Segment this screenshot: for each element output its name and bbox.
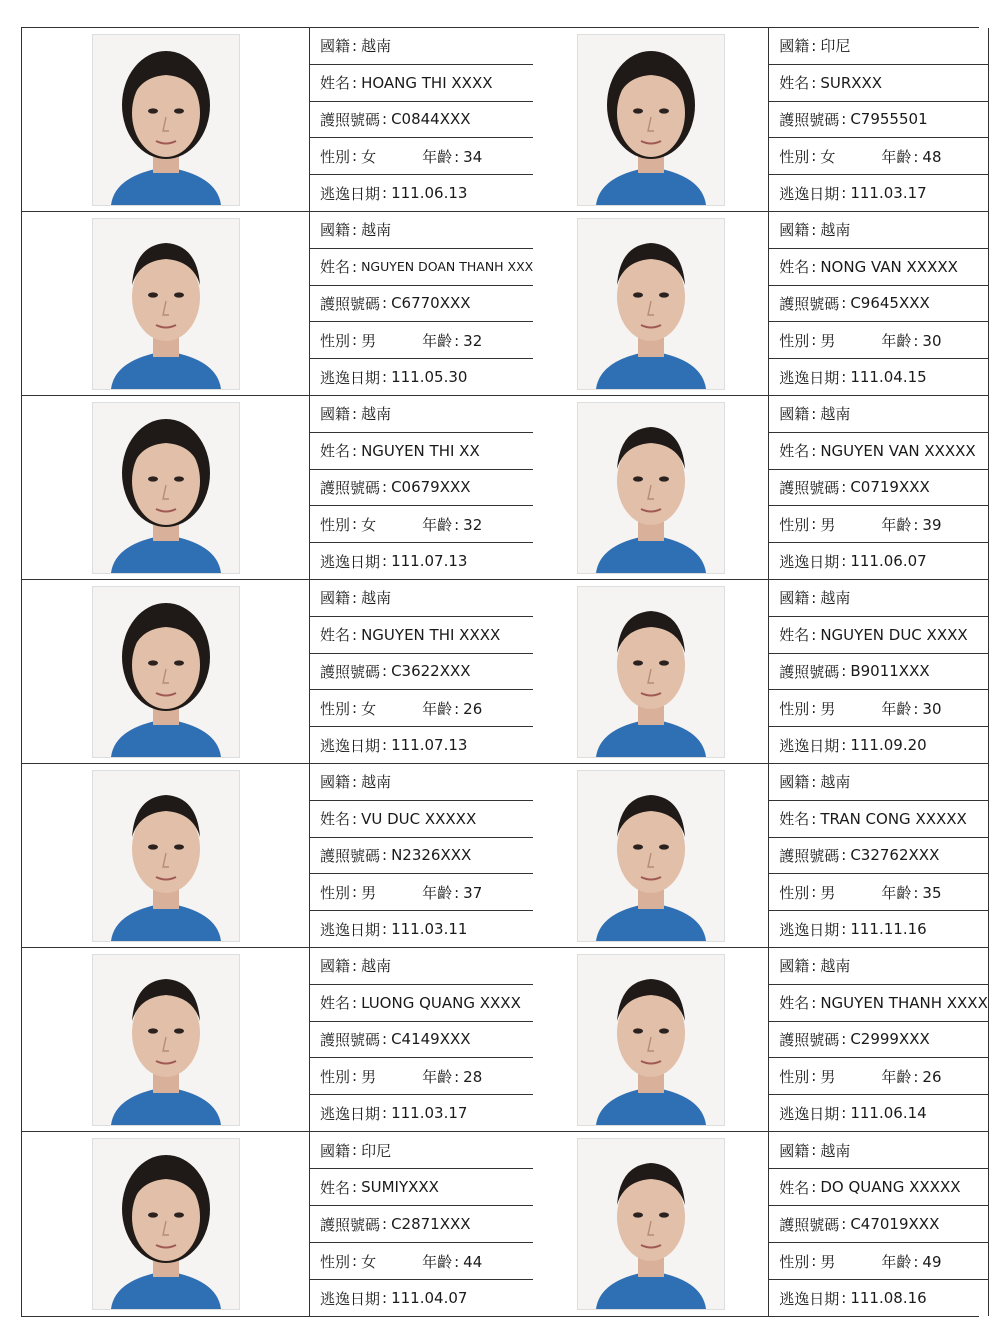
escape-date-label: 逃逸日期 bbox=[779, 1289, 840, 1308]
name-label: 姓名 bbox=[779, 1178, 810, 1197]
photo-area bbox=[533, 396, 769, 579]
age-value: 26 bbox=[922, 1067, 942, 1086]
photo-area bbox=[533, 212, 769, 395]
age-label: 年齡 bbox=[881, 1252, 912, 1271]
gender-age-field: 性別 : 男 年齡 : 39 bbox=[769, 506, 988, 543]
record-card bbox=[21, 396, 533, 580]
gender-age-field: 性別 : 男 年齡 : 35 bbox=[769, 874, 988, 911]
escape-date-field: 逃逸日期 : 111.03.17 bbox=[779, 184, 927, 203]
escape-date-label: 逃逸日期 bbox=[320, 1289, 381, 1308]
passport-label: 護照號碼 bbox=[320, 662, 381, 681]
name-value: SURXXX bbox=[820, 73, 883, 92]
nationality-value: 印尼 bbox=[820, 37, 851, 56]
passport-field: 護照號碼 : C2999XXX bbox=[769, 1022, 988, 1059]
name-label: 姓名 bbox=[779, 810, 810, 829]
portrait-photo bbox=[93, 587, 239, 757]
record-fields bbox=[769, 28, 988, 211]
name-field: 姓名 : SUMIYXXX bbox=[310, 1169, 533, 1206]
age-label: 年齡 bbox=[422, 331, 453, 350]
nationality-value: 越南 bbox=[361, 405, 392, 424]
passport-field: 護照號碼 : C47019XXX bbox=[769, 1206, 988, 1243]
name-value: NGUYEN DOAN THANH XXX bbox=[361, 259, 534, 275]
escape-date-label: 逃逸日期 bbox=[779, 368, 840, 387]
nationality-label: 國籍 bbox=[320, 37, 351, 56]
record-card bbox=[533, 396, 989, 580]
passport-field: 護照號碼 : C0719XXX bbox=[769, 470, 988, 507]
escape-date-value: 111.07.13 bbox=[391, 736, 468, 755]
gender-label: 性別 bbox=[779, 699, 810, 718]
age-value: 39 bbox=[922, 515, 942, 534]
record-fields bbox=[310, 28, 533, 211]
record-fields bbox=[769, 764, 988, 947]
escape-date-field: 逃逸日期 : 111.06.13 bbox=[320, 184, 468, 203]
name-field: 姓名 : HOANG THI XXXX bbox=[310, 65, 533, 102]
record-fields bbox=[769, 212, 988, 395]
gender-age-field: 性別 : 男 年齡 : 30 bbox=[769, 322, 988, 359]
age-value: 44 bbox=[463, 1252, 483, 1271]
gender-label: 性別 bbox=[320, 1252, 351, 1271]
age-value: 30 bbox=[922, 331, 942, 350]
age-label: 年齡 bbox=[422, 147, 453, 166]
escape-date-value: 111.04.07 bbox=[391, 1289, 468, 1307]
name-field: 姓名 : LUONG QUANG XXXX bbox=[310, 985, 533, 1022]
name-value: HOANG THI XXXX bbox=[361, 73, 493, 92]
name-field: 姓名 : NGUYEN DUC XXXX bbox=[769, 617, 988, 654]
portrait-photo bbox=[578, 219, 724, 389]
age-label: 年齡 bbox=[881, 331, 912, 350]
name-field: 姓名 : VU DUC XXXXX bbox=[310, 801, 533, 838]
record-fields bbox=[769, 396, 988, 579]
gender-label: 性別 bbox=[320, 331, 351, 350]
name-label: 姓名 bbox=[320, 810, 351, 829]
escape-date-value: 111.06.13 bbox=[391, 184, 468, 203]
portrait-photo bbox=[93, 219, 239, 389]
passport-field: 護照號碼 : C6770XXX bbox=[310, 286, 533, 323]
passport-value: C9645XXX bbox=[850, 294, 930, 313]
age-value: 37 bbox=[463, 883, 483, 902]
photo-area bbox=[22, 28, 310, 211]
nationality-value: 越南 bbox=[820, 405, 851, 424]
age-label: 年齡 bbox=[881, 1067, 912, 1086]
passport-field: 護照號碼 : C2871XXX bbox=[310, 1206, 533, 1243]
name-value: NONG VAN XXXXX bbox=[820, 257, 958, 276]
gender-age-field: 性別 : 男 年齡 : 30 bbox=[769, 690, 988, 727]
escape-date-field: 逃逸日期 : 111.03.17 bbox=[320, 1104, 468, 1123]
portrait-photo bbox=[578, 35, 724, 205]
passport-field: 護照號碼 : C4149XXX bbox=[310, 1022, 533, 1059]
passport-value: C47019XXX bbox=[850, 1215, 940, 1233]
passport-label: 護照號碼 bbox=[779, 662, 840, 681]
name-value: NGUYEN THI XX bbox=[361, 441, 480, 460]
passport-value: C4149XXX bbox=[391, 1030, 471, 1049]
nationality-value: 越南 bbox=[820, 221, 851, 240]
passport-value: N2326XXX bbox=[391, 846, 472, 865]
nationality-field: 國籍 : 印尼 bbox=[769, 28, 988, 65]
escape-date-value: 111.07.13 bbox=[391, 552, 468, 571]
gender-label: 性別 bbox=[320, 699, 351, 718]
record-fields bbox=[310, 396, 533, 579]
age-label: 年齡 bbox=[422, 699, 453, 718]
escape-date-label: 逃逸日期 bbox=[320, 368, 381, 387]
nationality-field: 國籍 : 越南 bbox=[310, 396, 533, 433]
name-field: 姓名 : NGUYEN VAN XXXXX bbox=[769, 433, 988, 470]
record-fields bbox=[769, 1132, 988, 1316]
nationality-label: 國籍 bbox=[320, 589, 351, 608]
gender-value: 女 bbox=[361, 515, 377, 534]
escape-date-value: 111.11.16 bbox=[850, 920, 927, 939]
gender-value: 男 bbox=[820, 515, 836, 534]
gender-age-field: 性別 : 男 年齡 : 28 bbox=[310, 1058, 533, 1095]
portrait-photo bbox=[578, 1139, 724, 1309]
age-label: 年齡 bbox=[422, 1252, 453, 1271]
name-label: 姓名 bbox=[320, 74, 351, 93]
passport-value: B9011XXX bbox=[850, 662, 930, 681]
nationality-label: 國籍 bbox=[779, 37, 810, 56]
name-value: VU DUC XXXXX bbox=[361, 809, 477, 828]
photo-area bbox=[533, 948, 769, 1131]
escape-date-label: 逃逸日期 bbox=[320, 736, 381, 755]
record-card bbox=[533, 764, 989, 948]
gender-age-field: 性別 : 女 年齡 : 32 bbox=[310, 506, 533, 543]
gender-label: 性別 bbox=[320, 883, 351, 902]
nationality-label: 國籍 bbox=[779, 1141, 810, 1160]
nationality-field: 國籍 : 越南 bbox=[769, 580, 988, 617]
name-value: NGUYEN DUC XXXX bbox=[820, 625, 968, 644]
nationality-field: 國籍 : 越南 bbox=[769, 212, 988, 249]
name-value: NGUYEN THI XXXX bbox=[361, 625, 501, 644]
record-fields bbox=[769, 948, 988, 1131]
nationality-label: 國籍 bbox=[320, 221, 351, 240]
passport-label: 護照號碼 bbox=[320, 294, 381, 313]
portrait-photo bbox=[93, 35, 239, 205]
passport-field: 護照號碼 : C7955501 bbox=[769, 102, 988, 139]
gender-value: 女 bbox=[361, 1252, 377, 1271]
nationality-field: 國籍 : 越南 bbox=[769, 764, 988, 801]
age-value: 28 bbox=[463, 1067, 483, 1086]
record-card bbox=[21, 28, 533, 212]
nationality-label: 國籍 bbox=[779, 773, 810, 792]
nationality-field: 國籍 : 越南 bbox=[769, 396, 988, 433]
nationality-label: 國籍 bbox=[320, 405, 351, 424]
nationality-value: 越南 bbox=[820, 1141, 851, 1160]
photo-area bbox=[22, 764, 310, 947]
gender-value: 男 bbox=[820, 1252, 836, 1271]
photo-area bbox=[533, 764, 769, 947]
name-label: 姓名 bbox=[320, 1178, 351, 1197]
nationality-value: 越南 bbox=[361, 957, 392, 976]
name-value: LUONG QUANG XXXX bbox=[361, 993, 521, 1012]
portrait-photo bbox=[578, 587, 724, 757]
gender-value: 女 bbox=[361, 699, 377, 718]
age-label: 年齡 bbox=[422, 515, 453, 534]
record-fields bbox=[310, 580, 533, 763]
nationality-label: 國籍 bbox=[779, 221, 810, 240]
portrait-photo bbox=[93, 771, 239, 941]
nationality-field: 國籍 : 越南 bbox=[769, 948, 988, 985]
escape-date-field: 逃逸日期 : 111.05.30 bbox=[320, 368, 468, 387]
name-label: 姓名 bbox=[320, 626, 351, 645]
gender-value: 男 bbox=[820, 331, 836, 350]
photo-area bbox=[533, 28, 769, 211]
age-value: 48 bbox=[922, 147, 942, 166]
nationality-value: 越南 bbox=[361, 221, 392, 240]
passport-value: C3622XXX bbox=[391, 662, 471, 681]
gender-value: 男 bbox=[361, 331, 377, 350]
photo-area bbox=[533, 580, 769, 763]
portrait-photo bbox=[93, 955, 239, 1125]
passport-label: 護照號碼 bbox=[320, 1215, 381, 1234]
gender-label: 性別 bbox=[320, 1067, 351, 1086]
passport-field: 護照號碼 : C0844XXX bbox=[310, 102, 533, 139]
gender-age-field: 性別 : 女 年齡 : 44 bbox=[310, 1243, 533, 1280]
record-card bbox=[21, 1132, 533, 1316]
name-label: 姓名 bbox=[320, 994, 351, 1013]
gender-label: 性別 bbox=[779, 1252, 810, 1271]
worker-record-sheet bbox=[21, 27, 988, 1317]
escape-date-value: 111.08.16 bbox=[850, 1289, 927, 1307]
passport-field: 護照號碼 : C32762XXX bbox=[769, 838, 988, 875]
age-label: 年齡 bbox=[422, 883, 453, 902]
gender-label: 性別 bbox=[779, 331, 810, 350]
escape-date-value: 111.04.15 bbox=[850, 368, 927, 387]
nationality-field: 國籍 : 越南 bbox=[310, 948, 533, 985]
passport-value: C2871XXX bbox=[391, 1215, 471, 1233]
passport-label: 護照號碼 bbox=[320, 110, 381, 129]
portrait-photo bbox=[578, 771, 724, 941]
name-label: 姓名 bbox=[779, 74, 810, 93]
age-label: 年齡 bbox=[881, 515, 912, 534]
escape-date-label: 逃逸日期 bbox=[320, 552, 381, 571]
passport-label: 護照號碼 bbox=[320, 846, 381, 865]
passport-label: 護照號碼 bbox=[779, 294, 840, 313]
passport-value: C0679XXX bbox=[391, 478, 471, 497]
gender-value: 男 bbox=[361, 1067, 377, 1086]
name-field: 姓名 : DO QUANG XXXXX bbox=[769, 1169, 988, 1206]
gender-value: 男 bbox=[820, 1067, 836, 1086]
record-fields bbox=[310, 764, 533, 947]
escape-date-field: 逃逸日期 : 111.07.13 bbox=[320, 552, 468, 571]
nationality-label: 國籍 bbox=[320, 1141, 351, 1160]
nationality-field: 國籍 : 印尼 bbox=[310, 1132, 533, 1169]
name-value: SUMIYXXX bbox=[361, 1178, 439, 1196]
age-value: 26 bbox=[463, 699, 483, 718]
photo-area bbox=[22, 948, 310, 1131]
age-value: 49 bbox=[922, 1252, 942, 1271]
gender-age-field: 性別 : 男 年齡 : 32 bbox=[310, 322, 533, 359]
escape-date-value: 111.03.17 bbox=[850, 184, 927, 203]
passport-label: 護照號碼 bbox=[779, 110, 840, 129]
escape-date-value: 111.09.20 bbox=[850, 736, 927, 755]
name-value: NGUYEN VAN XXXXX bbox=[820, 441, 976, 460]
record-card bbox=[533, 212, 989, 396]
portrait-photo bbox=[93, 403, 239, 573]
escape-date-field: 逃逸日期 : 111.04.15 bbox=[779, 368, 927, 387]
escape-date-field: 逃逸日期 : 111.06.07 bbox=[779, 552, 927, 571]
gender-value: 女 bbox=[820, 147, 836, 166]
photo-area bbox=[22, 580, 310, 763]
record-card bbox=[533, 580, 989, 764]
escape-date-label: 逃逸日期 bbox=[779, 184, 840, 203]
nationality-value: 越南 bbox=[820, 589, 851, 608]
gender-value: 男 bbox=[820, 699, 836, 718]
gender-label: 性別 bbox=[320, 515, 351, 534]
escape-date-label: 逃逸日期 bbox=[320, 1104, 381, 1123]
passport-field: 護照號碼 : B9011XXX bbox=[769, 654, 988, 691]
age-value: 32 bbox=[463, 331, 483, 350]
nationality-label: 國籍 bbox=[779, 589, 810, 608]
gender-value: 女 bbox=[361, 147, 377, 166]
passport-value: C2999XXX bbox=[850, 1030, 930, 1049]
name-label: 姓名 bbox=[779, 626, 810, 645]
passport-label: 護照號碼 bbox=[779, 846, 840, 865]
name-label: 姓名 bbox=[779, 258, 810, 277]
portrait-photo bbox=[578, 403, 724, 573]
record-card bbox=[533, 948, 989, 1132]
age-value: 32 bbox=[463, 515, 483, 534]
age-label: 年齡 bbox=[881, 147, 912, 166]
passport-field: 護照號碼 : C9645XXX bbox=[769, 286, 988, 323]
passport-value: C7955501 bbox=[850, 110, 928, 129]
escape-date-field: 逃逸日期 : 111.11.16 bbox=[779, 920, 927, 939]
gender-label: 性別 bbox=[779, 147, 810, 166]
passport-label: 護照號碼 bbox=[779, 1030, 840, 1049]
photo-area bbox=[533, 1132, 769, 1316]
age-value: 35 bbox=[922, 883, 942, 902]
gender-value: 男 bbox=[361, 883, 377, 902]
gender-age-field: 性別 : 女 年齡 : 34 bbox=[310, 138, 533, 175]
escape-date-field: 逃逸日期 : 111.08.16 bbox=[779, 1289, 927, 1308]
gender-age-field: 性別 : 女 年齡 : 48 bbox=[769, 138, 988, 175]
passport-field: 護照號碼 : C0679XXX bbox=[310, 470, 533, 507]
escape-date-label: 逃逸日期 bbox=[779, 552, 840, 571]
passport-value: C0719XXX bbox=[850, 478, 930, 497]
escape-date-field: 逃逸日期 : 111.03.11 bbox=[320, 920, 468, 939]
age-label: 年齡 bbox=[881, 699, 912, 718]
gender-label: 性別 bbox=[779, 1067, 810, 1086]
name-field: 姓名 : SURXXX bbox=[769, 65, 988, 102]
nationality-field: 國籍 : 越南 bbox=[310, 764, 533, 801]
name-field: 姓名 : TRAN CONG XXXXX bbox=[769, 801, 988, 838]
nationality-field: 國籍 : 越南 bbox=[769, 1132, 988, 1169]
gender-value: 男 bbox=[820, 883, 836, 902]
nationality-field: 國籍 : 越南 bbox=[310, 28, 533, 65]
portrait-photo bbox=[93, 1139, 239, 1309]
record-card bbox=[21, 948, 533, 1132]
passport-field: 護照號碼 : C3622XXX bbox=[310, 654, 533, 691]
record-fields bbox=[769, 580, 988, 763]
record-fields bbox=[310, 212, 533, 395]
record-fields bbox=[310, 948, 533, 1131]
name-field: 姓名 : NGUYEN THI XX bbox=[310, 433, 533, 470]
escape-date-field: 逃逸日期 : 111.07.13 bbox=[320, 736, 468, 755]
escape-date-value: 111.03.11 bbox=[391, 920, 468, 939]
gender-age-field: 性別 : 男 年齡 : 26 bbox=[769, 1058, 988, 1095]
escape-date-label: 逃逸日期 bbox=[779, 736, 840, 755]
nationality-label: 國籍 bbox=[320, 773, 351, 792]
photo-area bbox=[22, 396, 310, 579]
name-value: DO QUANG XXXXX bbox=[820, 1178, 961, 1196]
passport-value: C0844XXX bbox=[391, 110, 471, 129]
record-card bbox=[533, 1132, 989, 1316]
nationality-field: 國籍 : 越南 bbox=[310, 580, 533, 617]
age-label: 年齡 bbox=[422, 1067, 453, 1086]
record-card bbox=[533, 28, 989, 212]
escape-date-label: 逃逸日期 bbox=[320, 184, 381, 203]
age-value: 34 bbox=[463, 147, 483, 166]
passport-value: C32762XXX bbox=[850, 846, 940, 865]
name-label: 姓名 bbox=[320, 442, 351, 461]
name-label: 姓名 bbox=[779, 994, 810, 1013]
nationality-value: 印尼 bbox=[361, 1141, 392, 1160]
name-value: TRAN CONG XXXXX bbox=[820, 809, 967, 828]
name-value: NGUYEN THANH XXXX bbox=[820, 993, 988, 1012]
passport-field: 護照號碼 : N2326XXX bbox=[310, 838, 533, 875]
gender-age-field: 性別 : 女 年齡 : 26 bbox=[310, 690, 533, 727]
passport-label: 護照號碼 bbox=[320, 1030, 381, 1049]
escape-date-value: 111.03.17 bbox=[391, 1104, 468, 1123]
escape-date-field: 逃逸日期 : 111.04.07 bbox=[320, 1289, 468, 1308]
nationality-value: 越南 bbox=[361, 37, 392, 56]
record-card bbox=[21, 212, 533, 396]
name-field: 姓名 : NONG VAN XXXXX bbox=[769, 249, 988, 286]
nationality-label: 國籍 bbox=[779, 957, 810, 976]
escape-date-field: 逃逸日期 : 111.06.14 bbox=[779, 1104, 927, 1123]
escape-date-label: 逃逸日期 bbox=[779, 920, 840, 939]
gender-label: 性別 bbox=[779, 515, 810, 534]
nationality-value: 越南 bbox=[361, 589, 392, 608]
portrait-photo bbox=[578, 955, 724, 1125]
nationality-value: 越南 bbox=[820, 773, 851, 792]
nationality-value: 越南 bbox=[820, 957, 851, 976]
gender-age-field: 性別 : 男 年齡 : 49 bbox=[769, 1243, 988, 1280]
gender-label: 性別 bbox=[320, 147, 351, 166]
name-field: 姓名 : NGUYEN THANH XXXX bbox=[769, 985, 988, 1022]
name-field: 姓名 : NGUYEN THI XXXX bbox=[310, 617, 533, 654]
passport-label: 護照號碼 bbox=[779, 1215, 840, 1234]
age-label: 年齡 bbox=[881, 883, 912, 902]
passport-label: 護照號碼 bbox=[320, 478, 381, 497]
name-label: 姓名 bbox=[779, 442, 810, 461]
nationality-label: 國籍 bbox=[779, 405, 810, 424]
escape-date-value: 111.05.30 bbox=[391, 368, 468, 387]
name-label: 姓名 bbox=[320, 258, 351, 277]
escape-date-label: 逃逸日期 bbox=[779, 1104, 840, 1123]
nationality-label: 國籍 bbox=[320, 957, 351, 976]
escape-date-value: 111.06.14 bbox=[850, 1104, 927, 1123]
escape-date-label: 逃逸日期 bbox=[320, 920, 381, 939]
record-fields bbox=[310, 1132, 533, 1316]
passport-value: C6770XXX bbox=[391, 294, 471, 313]
photo-area bbox=[22, 212, 310, 395]
escape-date-value: 111.06.07 bbox=[850, 552, 927, 571]
photo-area bbox=[22, 1132, 310, 1316]
name-field: 姓名 : NGUYEN DOAN THANH XXX bbox=[310, 249, 533, 286]
passport-label: 護照號碼 bbox=[779, 478, 840, 497]
record-card bbox=[21, 580, 533, 764]
gender-label: 性別 bbox=[779, 883, 810, 902]
record-card bbox=[21, 764, 533, 948]
age-value: 30 bbox=[922, 699, 942, 718]
escape-date-field: 逃逸日期 : 111.09.20 bbox=[779, 736, 927, 755]
nationality-value: 越南 bbox=[361, 773, 392, 792]
gender-age-field: 性別 : 男 年齡 : 37 bbox=[310, 874, 533, 911]
nationality-field: 國籍 : 越南 bbox=[310, 212, 533, 249]
